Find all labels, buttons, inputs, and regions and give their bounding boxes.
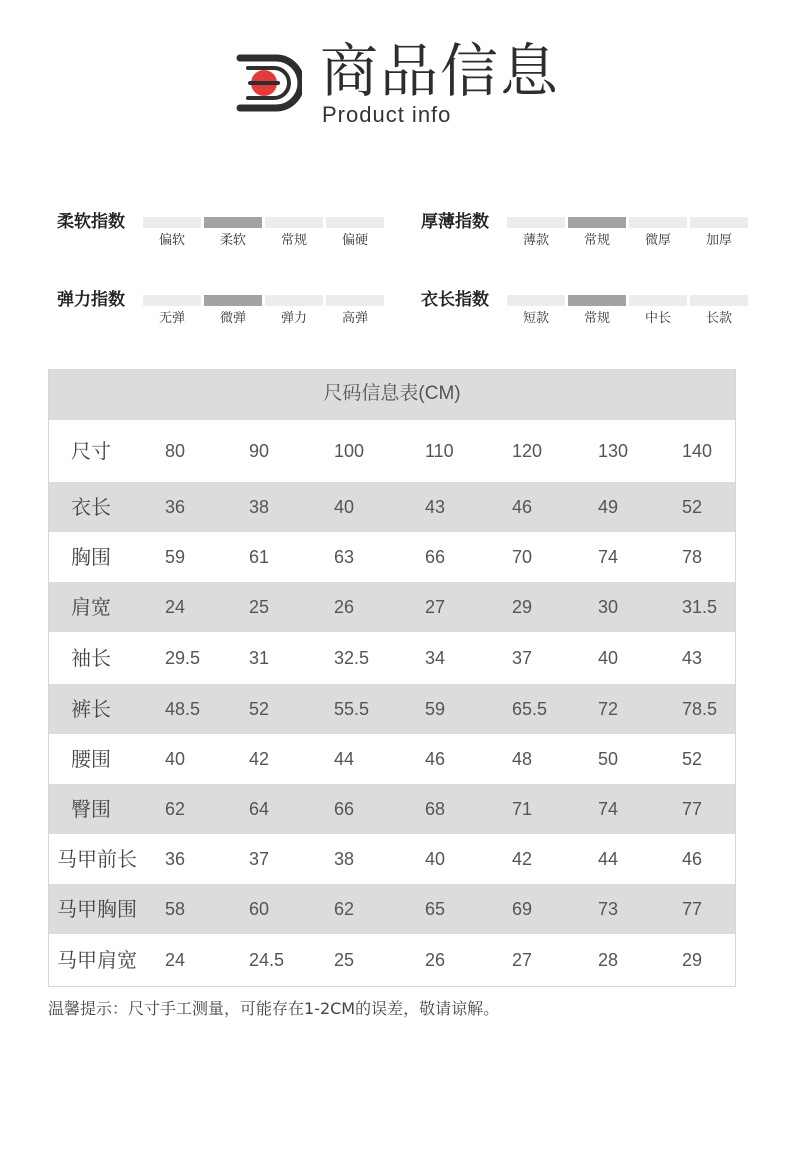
table-cell: 28 <box>598 950 619 970</box>
table-cell: 71 <box>512 799 533 819</box>
index-segment-selected <box>204 295 262 306</box>
index-option-label: 长款 <box>705 311 732 326</box>
table-row <box>49 784 735 834</box>
index-option-label: 中长 <box>644 311 671 326</box>
index-option-label: 短款 <box>522 311 549 326</box>
table-cell: 90 <box>249 441 270 461</box>
table-cell: 77 <box>682 799 703 819</box>
table-cell: 27 <box>512 950 533 970</box>
table-cell: 65 <box>425 899 446 919</box>
index-segment <box>143 217 201 228</box>
table-cell: 24 <box>165 597 186 617</box>
table-cell: 59 <box>425 699 446 719</box>
table-cell: 42 <box>249 749 270 769</box>
table-cell: 25 <box>334 950 355 970</box>
index-block <box>421 210 761 254</box>
table-cell: 43 <box>425 497 446 517</box>
table-cell: 49 <box>598 497 619 517</box>
table-cell: 73 <box>598 899 619 919</box>
size-table <box>48 369 736 987</box>
row-label: 马甲前长 <box>57 847 137 871</box>
index-option-label: 高弹 <box>341 311 368 326</box>
table-row <box>49 734 735 784</box>
measurement-note: 温馨提示：尺寸手工测量，可能存在1-2CM的误差，敬请谅解。 <box>48 999 500 1018</box>
index-segment <box>507 217 565 228</box>
table-cell: 32.5 <box>334 648 370 668</box>
table-cell: 40 <box>165 749 186 769</box>
row-label: 肩宽 <box>71 595 111 619</box>
index-segment <box>143 295 201 306</box>
index-option-label: 偏硬 <box>341 233 368 248</box>
table-cell: 100 <box>334 441 365 461</box>
table-cell: 46 <box>512 497 533 517</box>
index-segment <box>265 295 323 306</box>
table-cell: 37 <box>249 849 270 869</box>
row-label: 马甲胸围 <box>57 897 137 921</box>
row-label: 裤长 <box>71 697 111 721</box>
page-title: 商品信息 <box>320 37 561 105</box>
table-cell: 50 <box>598 749 619 769</box>
table-row <box>49 632 735 684</box>
table-cell: 43 <box>682 648 703 668</box>
page-subtitle: Product info <box>322 102 452 127</box>
table-cell: 46 <box>425 749 446 769</box>
table-cell: 140 <box>682 441 713 461</box>
table-cell: 25 <box>249 597 270 617</box>
index-segment-selected <box>204 217 262 228</box>
table-cell: 40 <box>598 648 619 668</box>
table-row <box>49 532 735 582</box>
index-segment <box>507 295 565 306</box>
table-cell: 74 <box>598 799 619 819</box>
table-cell: 36 <box>165 497 186 517</box>
index-option-label: 薄款 <box>522 233 549 248</box>
index-title: 弹力指数 <box>57 290 125 310</box>
table-cell: 59 <box>165 547 186 567</box>
row-label: 尺寸 <box>71 439 111 463</box>
product-info-logo-icon <box>226 48 302 118</box>
row-label: 臀围 <box>71 797 111 821</box>
index-segment <box>690 217 748 228</box>
table-cell: 78 <box>682 547 703 567</box>
table-row <box>49 482 735 532</box>
table-cell: 27 <box>425 597 446 617</box>
table-cell: 24 <box>165 950 186 970</box>
table-cell: 48.5 <box>165 699 201 719</box>
index-segment <box>326 295 384 306</box>
table-cell: 34 <box>425 648 446 668</box>
table-cell: 74 <box>598 547 619 567</box>
table-row <box>49 834 735 884</box>
table-cell: 120 <box>512 441 543 461</box>
table-cell: 38 <box>334 849 355 869</box>
table-cell: 62 <box>165 799 186 819</box>
table-cell: 64 <box>249 799 270 819</box>
index-option-label: 弹力 <box>280 311 307 326</box>
table-cell: 110 <box>425 441 454 461</box>
table-cell: 65.5 <box>512 699 548 719</box>
index-block <box>421 288 761 332</box>
table-cell: 68 <box>425 799 446 819</box>
table-cell: 42 <box>512 849 533 869</box>
table-cell: 26 <box>425 950 446 970</box>
table-row <box>49 684 735 734</box>
table-cell: 61 <box>249 547 270 567</box>
table-cell: 31 <box>249 648 270 668</box>
size-table-caption: 尺码信息表(CM) <box>49 370 735 420</box>
index-segment-selected <box>568 217 626 228</box>
table-cell: 60 <box>249 899 270 919</box>
index-title: 厚薄指数 <box>421 212 489 232</box>
table-cell: 77 <box>682 899 703 919</box>
table-cell: 52 <box>682 497 703 517</box>
index-option-label: 微厚 <box>644 233 671 248</box>
index-option-label: 常规 <box>583 311 610 326</box>
index-segment <box>629 217 687 228</box>
table-cell: 52 <box>682 749 703 769</box>
table-cell: 36 <box>165 849 186 869</box>
index-block <box>57 210 397 254</box>
row-label: 胸围 <box>71 545 111 569</box>
table-cell: 63 <box>334 547 355 567</box>
index-segment <box>690 295 748 306</box>
table-row <box>49 884 735 934</box>
table-cell: 70 <box>512 547 533 567</box>
table-cell: 55.5 <box>334 699 370 719</box>
table-cell: 29.5 <box>165 648 201 668</box>
table-cell: 58 <box>165 899 186 919</box>
index-segment <box>629 295 687 306</box>
table-cell: 31.5 <box>682 597 718 617</box>
index-segment <box>265 217 323 228</box>
index-option-label: 柔软 <box>219 233 246 248</box>
table-cell: 29 <box>682 950 703 970</box>
index-block <box>57 288 397 332</box>
table-row <box>49 934 735 986</box>
index-segment-selected <box>568 295 626 306</box>
table-cell: 48 <box>512 749 533 769</box>
table-cell: 66 <box>334 799 355 819</box>
table-cell: 72 <box>598 699 619 719</box>
table-row <box>49 420 735 482</box>
table-cell: 66 <box>425 547 446 567</box>
table-row <box>49 582 735 632</box>
table-cell: 69 <box>512 899 533 919</box>
table-cell: 38 <box>249 497 270 517</box>
table-cell: 44 <box>598 849 619 869</box>
index-title: 衣长指数 <box>421 290 489 310</box>
table-cell: 62 <box>334 899 355 919</box>
table-cell: 30 <box>598 597 619 617</box>
index-option-label: 常规 <box>583 233 610 248</box>
table-cell: 44 <box>334 749 355 769</box>
index-option-label: 偏软 <box>158 233 185 248</box>
row-label: 马甲肩宽 <box>57 948 137 972</box>
table-cell: 78.5 <box>682 699 718 719</box>
table-cell: 24.5 <box>249 950 285 970</box>
table-cell: 37 <box>512 648 533 668</box>
index-segment <box>326 217 384 228</box>
table-cell: 29 <box>512 597 533 617</box>
table-cell: 40 <box>334 497 355 517</box>
table-cell: 26 <box>334 597 355 617</box>
table-cell: 46 <box>682 849 703 869</box>
table-cell: 40 <box>425 849 446 869</box>
table-cell: 80 <box>165 441 186 461</box>
index-title: 柔软指数 <box>57 212 125 232</box>
index-option-label: 加厚 <box>705 233 732 248</box>
table-cell: 52 <box>249 699 270 719</box>
index-option-label: 微弹 <box>219 311 246 326</box>
index-option-label: 无弹 <box>158 311 185 326</box>
row-label: 衣长 <box>71 495 111 519</box>
index-option-label: 常规 <box>280 233 307 248</box>
row-label: 腰围 <box>71 747 111 771</box>
table-cell: 130 <box>598 441 629 461</box>
row-label: 袖长 <box>71 646 111 670</box>
